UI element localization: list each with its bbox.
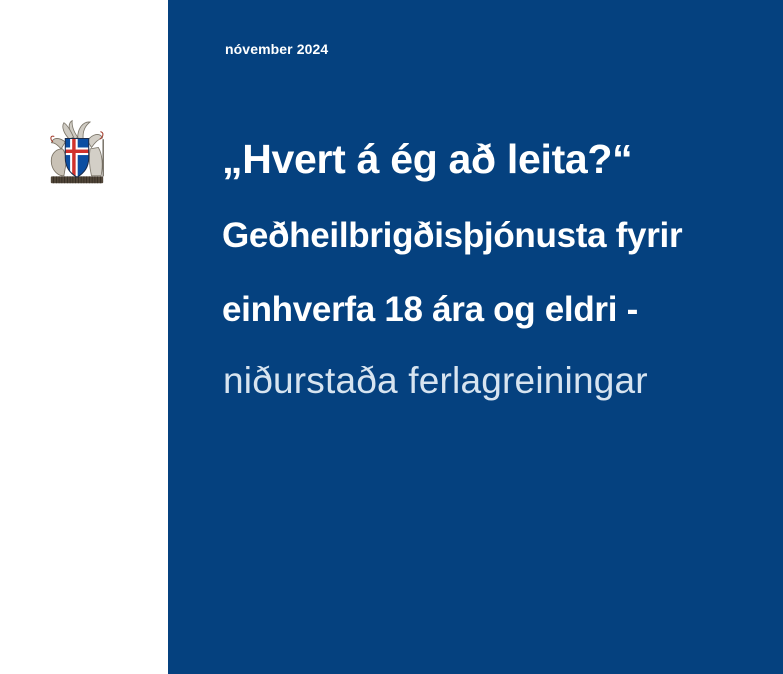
cover-blue-panel — [168, 0, 783, 674]
cover-subtitle-line-1: Geðheilbrigðisþjónusta fyrir — [222, 216, 683, 255]
cover-subtitle-line-2: einhverfa 18 ára og eldri - — [222, 290, 638, 329]
cover-title: „Hvert á ég að leita?“ — [222, 136, 633, 182]
publication-date: nóvember 2024 — [225, 41, 329, 57]
left-margin-column — [0, 0, 168, 674]
iceland-coat-of-arms-icon — [46, 118, 108, 188]
cover-subtitle-light: niðurstaða ferlagreiningar — [223, 360, 648, 401]
